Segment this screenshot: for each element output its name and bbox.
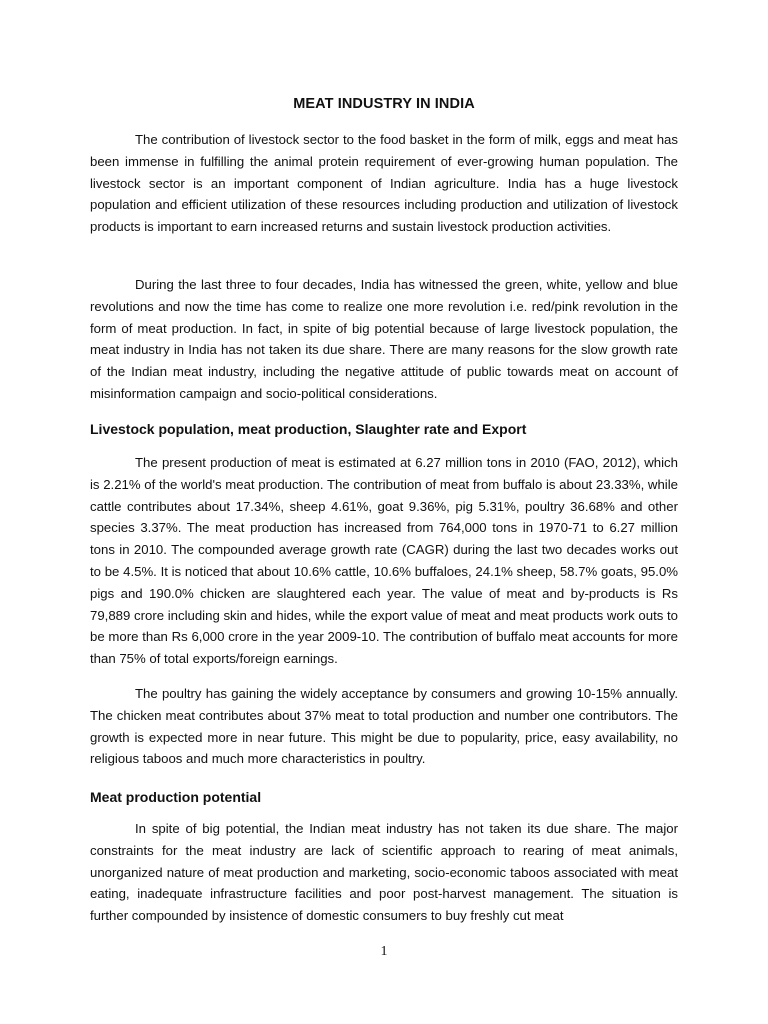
paragraph-livestock-contribution: The contribution of livestock sector to the food basket in the form of milk, eggs and meat has been immense in fulfilling the animal protein requirement of ever-growing human population. The livestock sector is an important component of Indian agriculture. India has a huge livestock population and efficient utilization of these resources including production and utilization of livestock products is important to earn increased returns and sustain livestock production activities. — [90, 132, 678, 235]
document-title: MEAT INDUSTRY IN INDIA — [293, 96, 475, 112]
section-heading-livestock-population: Livestock population, meat production, Slaughter rate and Export — [90, 421, 527, 437]
paragraph-poultry: The poultry has gaining the widely acceptance by consumers and growing 10-15% annually. The chicken meat contributes about 37% meat to total production and number one contributors. The growth is expected more in near future. This might be due to popularity, price, easy availability, no religious taboos and much more characteristics in poultry. — [90, 686, 678, 767]
paragraph-meat-production-statistics: The present production of meat is estimated at 6.27 million tons in 2010 (FAO, 2012), which is 2.21% of the world's meat production. The contribution of meat from buffalo is about 23.33%, while cattle contributes about 17.34%, sheep 4.61%, goat 9.36%, pig 5.31%, poultry 36.68% and other species 3.37%. The meat production has increased from 764,000 tons in 1970-71 to 6.27 million tons in 2010. The compounded average growth rate (CAGR) during the last two decades works out to be 4.5%. It is noticed that about 10.6% cattle, 10.6% buffaloes, 24.1% sheep, 58.7% goats, 95.0% pigs and 190.0% chicken are slaughtered each year. The value of meat and by-products is Rs 79,889 crore including skin and hides, while the export value of meat and meat products work outs to be more than Rs 6,000 crore in the year 2009-10. The contribution of buffalo meat accounts for more than 75% of total exports/foreign earnings. — [90, 455, 678, 667]
section-heading-meat-production-potential: Meat production potential — [90, 789, 262, 805]
page-number: 1 — [380, 944, 388, 959]
paragraph-constraints: In spite of big potential, the Indian meat industry has not taken its due share. The major constraints for the meat industry are lack of scientific approach to rearing of meat animals, unorganized nature of meat production and marketing, socio-economic taboos associated with meat eating, inadequate infrastructure facilities and poor post-harvest management. The situation is further compounded by insistence of domestic consumers to buy freshly cut meat — [90, 821, 678, 924]
paragraph-revolutions: During the last three to four decades, India has witnessed the green, white, yellow and blue revolutions and now the time has come to realize one more revolution i.e. red/pink revolution in the form of meat production. In fact, in spite of big potential because of large livestock population, the meat industry in India has not taken its due share. There are many reasons for the slow growth rate of the Indian meat industry, including the negative attitude of public towards meat on account of misinformation campaign and socio-political considerations. — [90, 277, 678, 401]
